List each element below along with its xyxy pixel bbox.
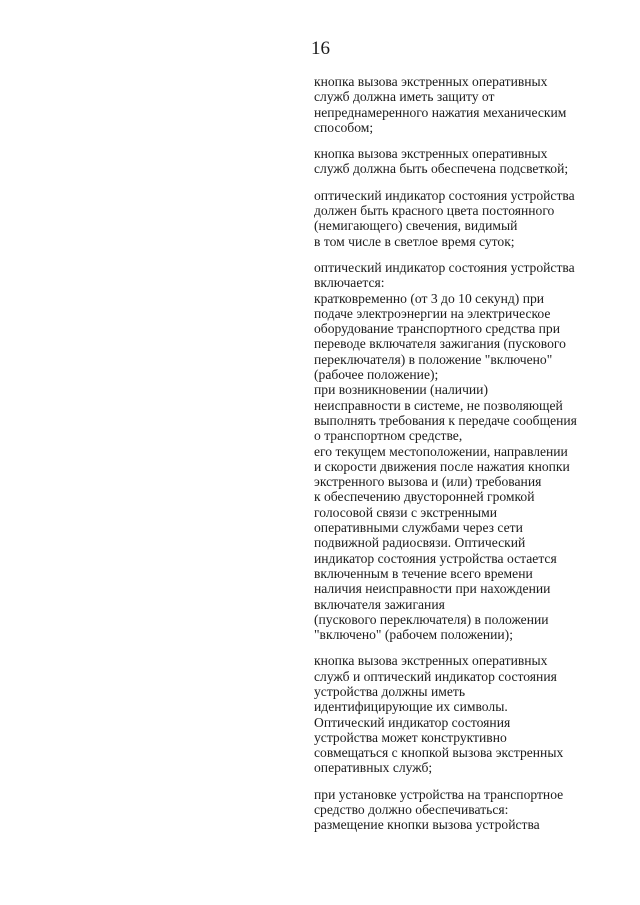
text-line: индикатор состояния устройства остается <box>314 550 557 566</box>
text-line: служб должна быть обеспечена подсветкой; <box>314 161 569 177</box>
text-line: служб и оптический индикатор состояния <box>314 668 557 684</box>
text-line: устройства может конструктивно <box>314 729 507 745</box>
text-line: кратковременно (от 3 до 10 секунд) при <box>314 290 545 306</box>
text-line: в том числе в светлое время суток; <box>314 233 515 249</box>
paragraph <box>314 787 614 833</box>
text-line: служб должна иметь защиту от <box>314 89 495 105</box>
text-line: "включено" (рабочем положении); <box>314 627 513 643</box>
text-line: включенным в течение всего времени <box>314 565 533 581</box>
text-line: должен быть красного цвета постоянного <box>314 203 555 219</box>
paragraph <box>314 146 614 177</box>
text-line: (рабочее положение); <box>314 367 439 383</box>
text-line: средство должно обеспечиваться: <box>314 802 509 818</box>
text-line: переключателя) в положение "включено" <box>314 351 553 367</box>
text-line: способом; <box>314 119 374 135</box>
text-line: включателя зажигания <box>314 596 445 612</box>
document-body <box>314 74 614 844</box>
text-line: включается: <box>314 275 385 291</box>
text-line: оперативными службами через сети <box>314 520 523 536</box>
text-line: его текущем местоположении, направлении <box>314 443 568 459</box>
text-line: о транспортном средстве, <box>314 428 463 444</box>
text-line: оперативных служб; <box>314 760 433 776</box>
text-line: (немигающего) свечения, видимый <box>314 218 518 234</box>
text-line: непреднамеренного нажатия механическим <box>314 104 567 120</box>
text-line: экстренного вызова и (или) требования <box>314 474 542 490</box>
text-line: оптический индикатор состояния устройства <box>314 259 575 275</box>
text-line: кнопка вызова экстренных оперативных <box>314 146 548 162</box>
text-line: размещение кнопки вызова устройства <box>314 817 540 833</box>
text-line: Оптический индикатор состояния <box>314 714 511 730</box>
paragraph <box>314 260 614 642</box>
paragraph <box>314 74 614 135</box>
page-number: 16 <box>311 38 330 59</box>
text-line: (пускового переключателя) в положении <box>314 611 549 627</box>
text-line: при возникновении (наличии) <box>314 382 488 398</box>
text-line: оптический индикатор состояния устройства <box>314 187 575 203</box>
text-line: при установке устройства на транспортное <box>314 786 564 802</box>
text-line: к обеспечению двусторонней громкой <box>314 489 535 505</box>
text-line: кнопка вызова экстренных оперативных <box>314 74 548 89</box>
text-line: идентифицирующие их символы. <box>314 699 508 715</box>
text-line: неисправности в системе, не позволяющей <box>314 397 563 413</box>
text-line: голосовой связи с экстренными <box>314 504 498 520</box>
text-line: кнопка вызова экстренных оперативных <box>314 653 548 669</box>
text-line: совмещаться с кнопкой вызова экстренных <box>314 745 564 761</box>
text-line: подвижной радиосвязи. Оптический <box>314 535 526 551</box>
text-line: и скорости движения после нажатия кнопки <box>314 458 570 474</box>
text-line: оборудование транспортного средства при <box>314 321 561 337</box>
text-line: наличия неисправности при нахождении <box>314 581 551 597</box>
paragraph <box>314 653 614 775</box>
text-line: устройства должны иметь <box>314 683 466 699</box>
text-line: переводе включателя зажигания (пускового <box>314 336 566 352</box>
paragraph <box>314 188 614 249</box>
text-line: выполнять требования к передаче сообщения <box>314 412 577 428</box>
text-line: подаче электроэнергии на электрическое <box>314 305 551 321</box>
